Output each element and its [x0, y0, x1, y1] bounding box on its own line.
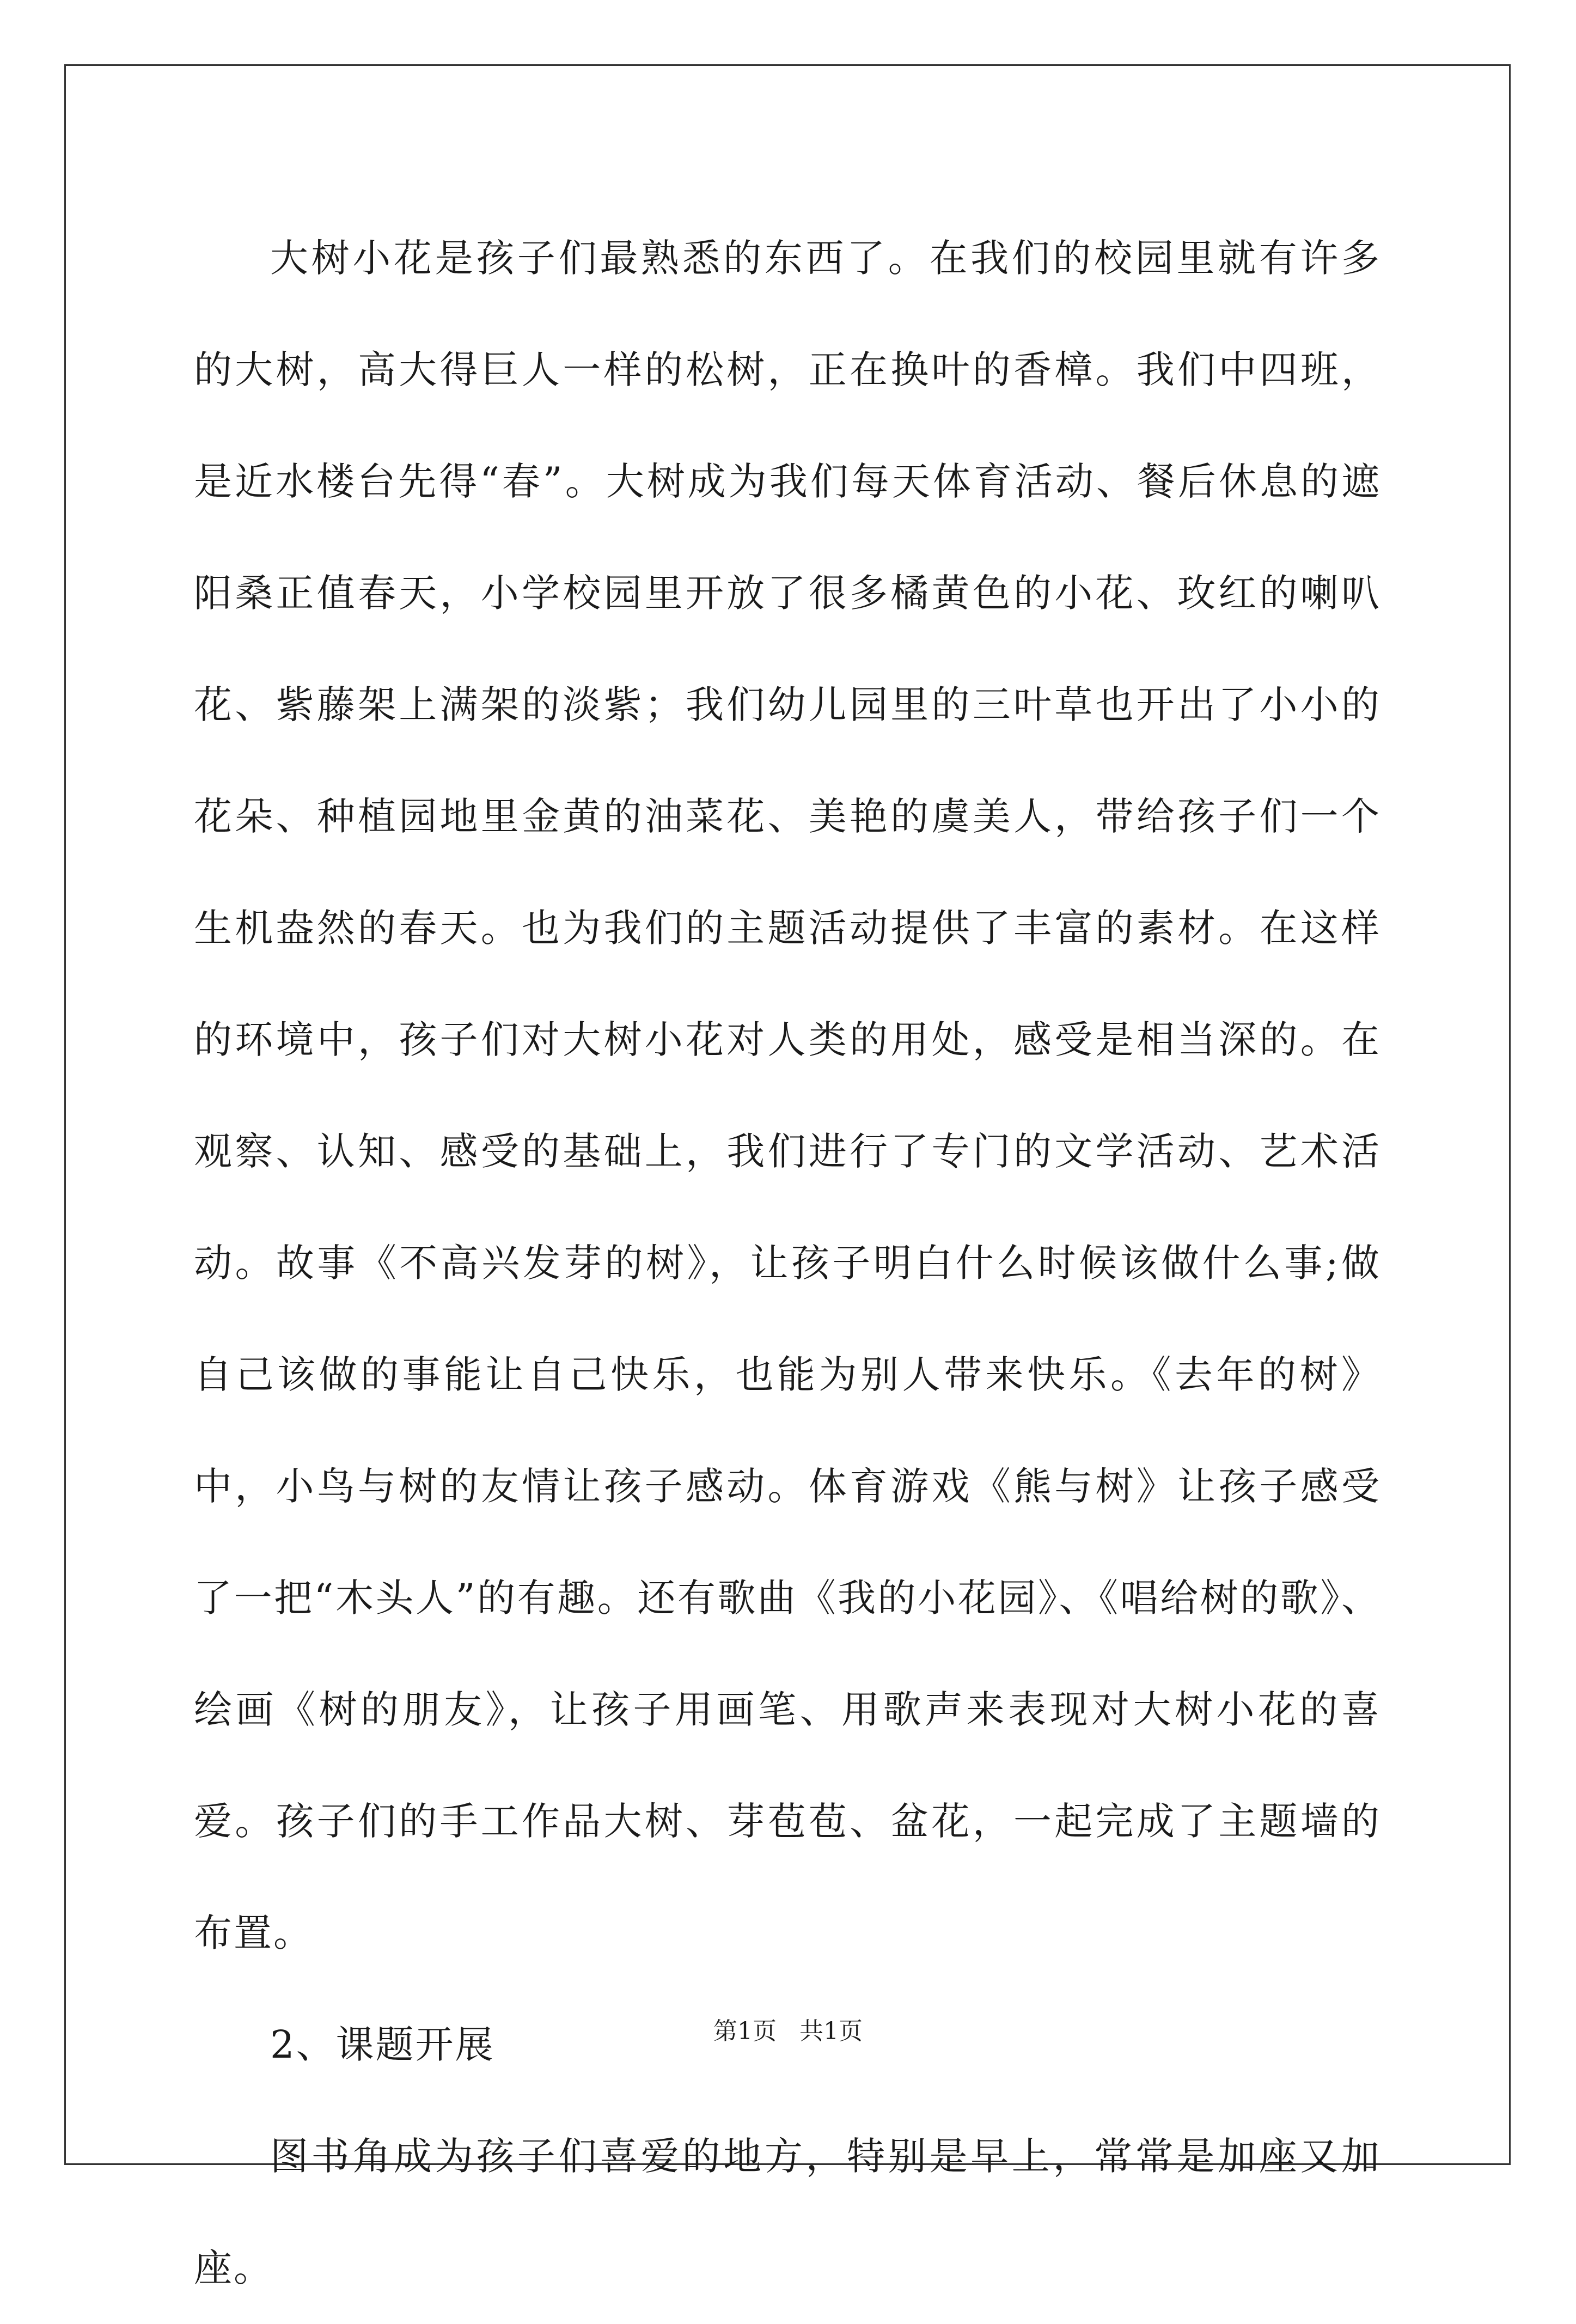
page-footer: 第1页 共1页 [713, 2017, 863, 2045]
paragraph-library-corner: 图书角成为孩子们喜爱的地方，特别是早上，常常是加座又加座。 [194, 2134, 1381, 2290]
section-heading: 2、课题开展 [270, 2022, 495, 2067]
paragraph-main: 大树小花是孩子们最熟悉的东西了。在我们的校园里就有许多的大树，高大得巨人一样的松树，正在换叶的香樟。我们中四班，是近水楼台先得“春”。大树成为我们每天体育活动、餐后休息的遮阳桑正值春天，小学校园里开放了很多橘黄色的小花、玫红的喇叭花、紫藤架上满架的淡紫；我们幼儿园里的三叶草也开出了小小的花朵、种植园地里金黄的油菜花、美艳的虞美人，带给孩子们一个生机盎然的春天。也为我们的主题活动提供了丰富的素材。在这样的环境中，孩子们对大树小花对人类的用处，感受是相当深的。在观察、认知、感受的基础上，我们进行了专门的文学活动、艺术活动。故事《不高兴发芽的树》，让孩子明白什么时候该做什么事;做自己该做的事能让自己快乐，也能为别人带来快乐。《去年的树》中，小鸟与树的友情让孩子感动。体育游戏《熊与树》让孩子感受了一把“木头人”的有趣。还有歌曲《我的小花园》、《唱给树的歌》、绘画《树的朋友》，让孩子用画笔、用歌声来表现对大树小花的喜爱。孩子们的手工作品大树、芽苞苞、盆花，一起完成了主题墙的布置。 [194, 236, 1381, 1955]
document-body [194, 203, 1381, 2324]
